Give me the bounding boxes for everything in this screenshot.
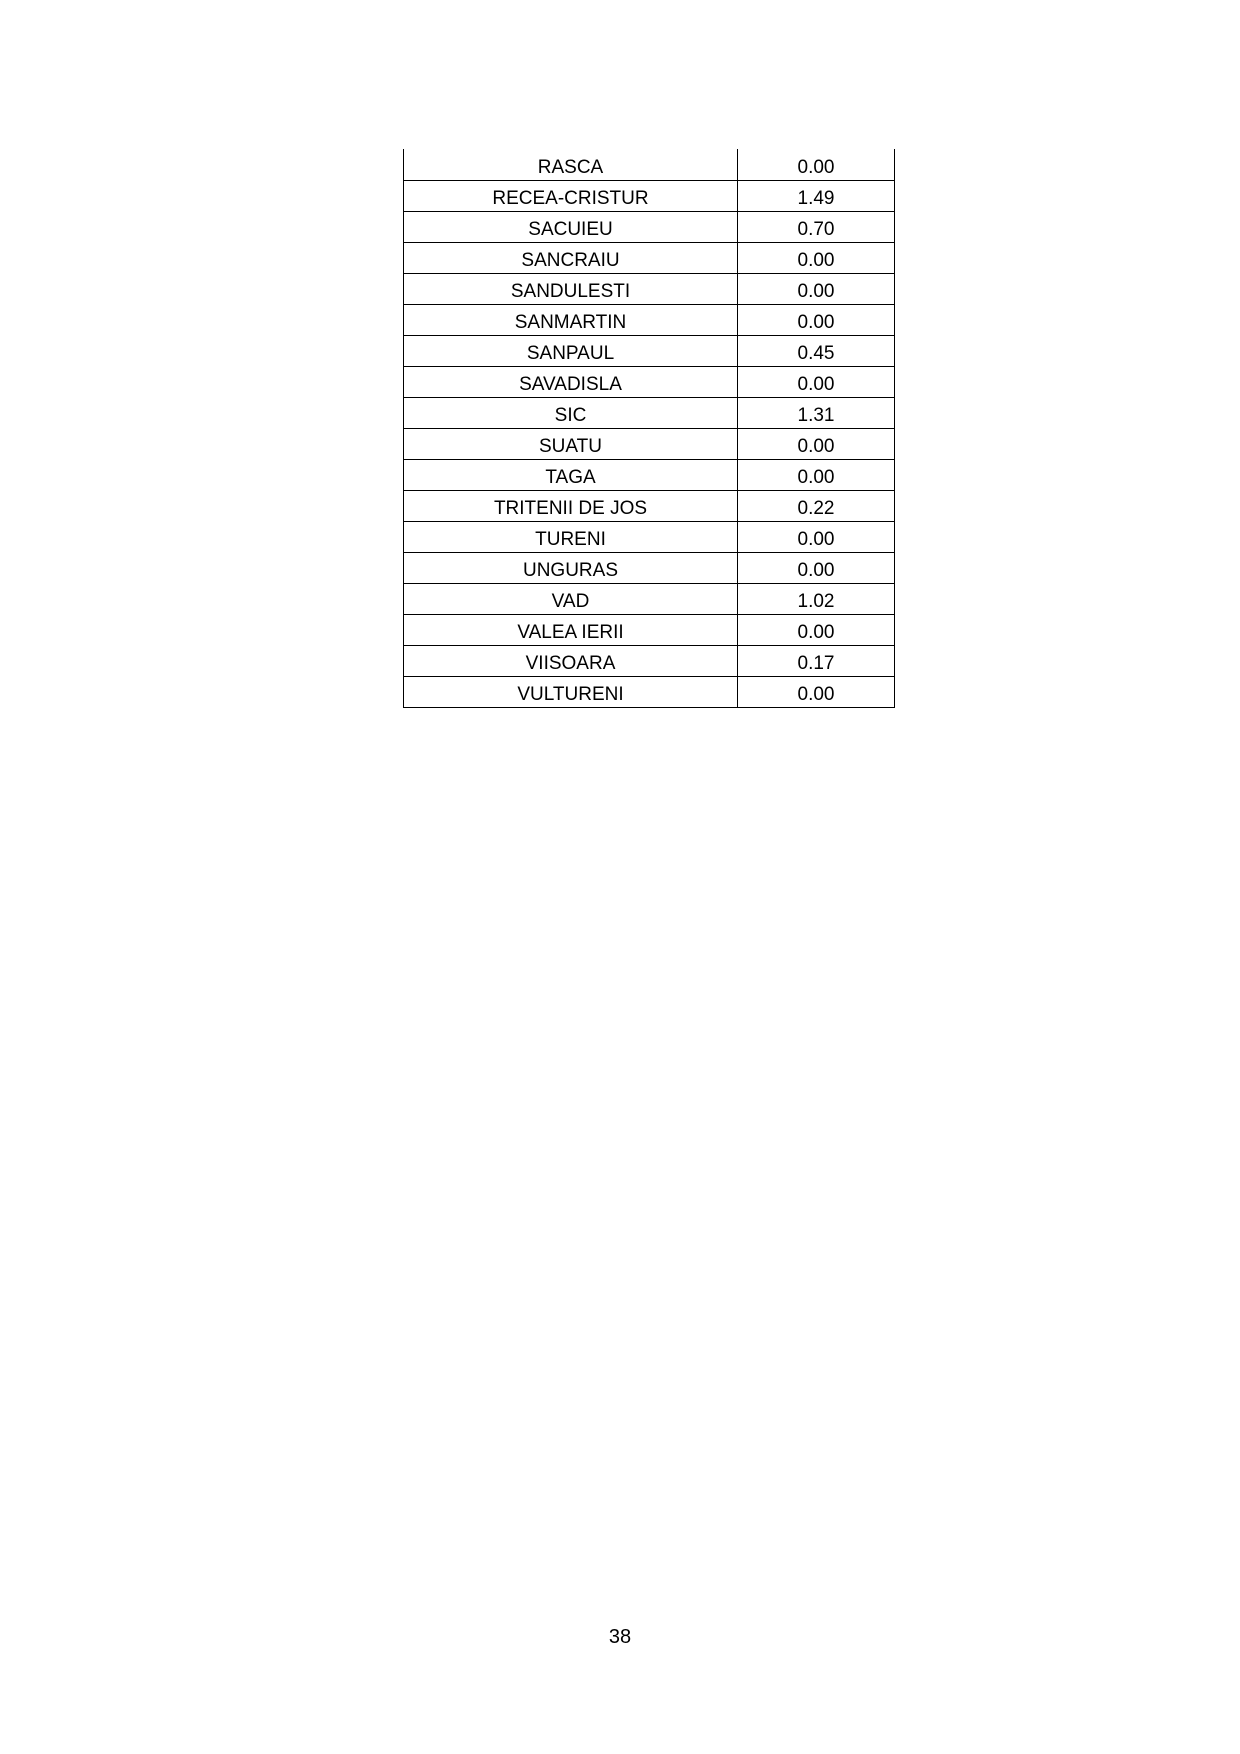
table-row [404, 242, 895, 273]
value-cell: 0.00 [738, 428, 895, 459]
value-cell: 0.00 [738, 149, 895, 180]
table-row [404, 676, 895, 707]
table-body [404, 149, 895, 707]
value-cell: 1.31 [738, 397, 895, 428]
locality-name-cell: SANDULESTI [404, 273, 738, 304]
value-cell: 0.00 [738, 273, 895, 304]
value-cell: 0.45 [738, 335, 895, 366]
locality-name-cell: SUATU [404, 428, 738, 459]
value-cell: 0.70 [738, 211, 895, 242]
table-row [404, 428, 895, 459]
table-row [404, 521, 895, 552]
locality-name-cell: SANPAUL [404, 335, 738, 366]
table-row [404, 211, 895, 242]
value-cell: 0.17 [738, 645, 895, 676]
locality-name-cell: TAGA [404, 459, 738, 490]
value-cell: 0.00 [738, 676, 895, 707]
value-cell: 1.02 [738, 583, 895, 614]
locality-name-cell: VALEA IERII [404, 614, 738, 645]
locality-name-cell: SIC [404, 397, 738, 428]
value-cell: 0.00 [738, 366, 895, 397]
table-row [404, 304, 895, 335]
table-row [404, 614, 895, 645]
table-row [404, 459, 895, 490]
locality-name-cell: UNGURAS [404, 552, 738, 583]
table-row [404, 335, 895, 366]
locality-name-cell: RASCA [404, 149, 738, 180]
table-row [404, 273, 895, 304]
value-cell: 0.00 [738, 614, 895, 645]
locality-name-cell: VULTURENI [404, 676, 738, 707]
value-cell: 0.00 [738, 521, 895, 552]
table-row [404, 149, 895, 180]
table-row [404, 180, 895, 211]
table-row [404, 366, 895, 397]
locality-name-cell: TURENI [404, 521, 738, 552]
table-row [404, 645, 895, 676]
locality-name-cell: RECEA-CRISTUR [404, 180, 738, 211]
locality-value-table [403, 149, 895, 708]
table-row [404, 490, 895, 521]
locality-name-cell: VAD [404, 583, 738, 614]
locality-name-cell: SANMARTIN [404, 304, 738, 335]
page-number: 38 [608, 1626, 632, 1648]
locality-name-cell: SAVADISLA [404, 366, 738, 397]
value-cell: 0.00 [738, 552, 895, 583]
locality-name-cell: VIISOARA [404, 645, 738, 676]
table-row [404, 397, 895, 428]
value-cell: 0.00 [738, 304, 895, 335]
value-cell: 0.00 [738, 459, 895, 490]
value-cell: 0.22 [738, 490, 895, 521]
value-cell: 0.00 [738, 242, 895, 273]
locality-name-cell: TRITENII DE JOS [404, 490, 738, 521]
value-cell: 1.49 [738, 180, 895, 211]
table-row [404, 552, 895, 583]
locality-name-cell: SACUIEU [404, 211, 738, 242]
table-row [404, 583, 895, 614]
locality-name-cell: SANCRAIU [404, 242, 738, 273]
